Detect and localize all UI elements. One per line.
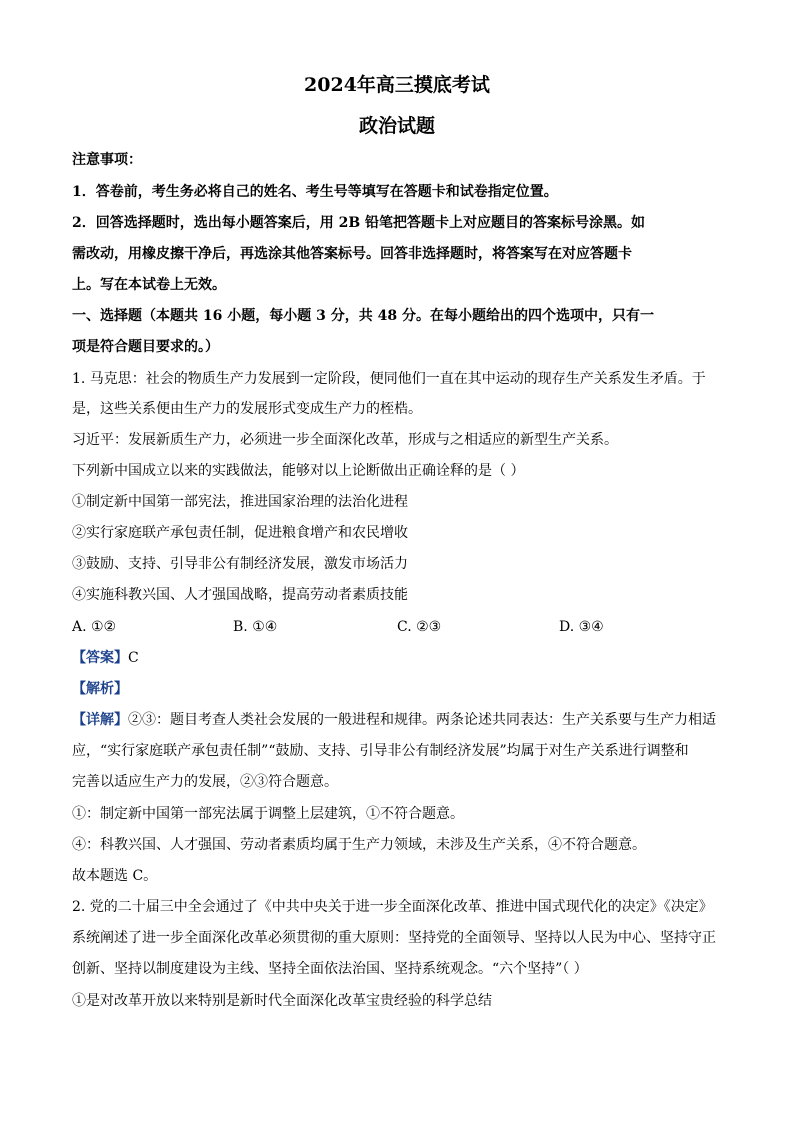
q1-option-b: B. ①④ <box>233 619 278 635</box>
notice-item-2-line-2: 需改动，用橡皮擦干净后，再选涂其他答案标号。回答非选择题时，将答案写在对应答题卡 <box>72 246 632 262</box>
exam-title: 2024年高三摸底考试 <box>304 74 490 96</box>
answer-value: C <box>128 650 139 666</box>
notice-item-1: 1．答卷前，考生务必将自己的姓名、考生号等填写在答题卡和试卷指定位置。 <box>72 184 558 200</box>
section-heading-line-1: 一、选择题（本题共 16 小题，每小题 3 分，共 48 分。在每小题给出的四个选项中，只有一 <box>72 308 654 324</box>
q1-analysis-line <box>72 679 128 699</box>
q2-stem-line-2: 系统阐述了进一步全面深化改革必须贯彻的重大原则：坚持党的全面领导、坚持以人民为中心、坚持守正 <box>72 930 716 946</box>
q2-stem-line-3: 创新、坚持以制度建设为主线、坚持全面依法治国、坚持系统观念。“六个坚持”（ ） <box>72 961 588 977</box>
q1-detail-line-3: 完善以适应生产力的发展，②③符合题意。 <box>72 774 338 790</box>
detail-tag: 【详解】 <box>72 712 128 728</box>
q1-stem-line-4: 下列新中国成立以来的实践做法，能够对以上论断做出正确诠释的是（ ） <box>72 463 525 479</box>
q2-item-1: ①是对改革开放以来特别是新时代全面深化改革宝贵经验的科学总结 <box>72 993 492 1009</box>
q1-item-1: ①制定新中国第一部宪法，推进国家治理的法治化进程 <box>72 494 408 510</box>
analysis-tag: 【解析】 <box>72 681 128 697</box>
q1-detail-line-5: ④：科教兴国、人才强国、劳动者素质均属于生产力领域，未涉及生产关系，④不符合题意。 <box>72 837 646 853</box>
q2-stem-line-1: 2. 党的二十届三中全会通过了《中共中央关于进一步全面深化改革、推进中国式现代化的决定》《决定》 <box>72 899 713 915</box>
q1-item-4: ④实施科教兴国、人才强国战略，提高劳动者素质技能 <box>72 587 408 603</box>
q1-detail-line-1 <box>72 710 716 730</box>
detail-text-1: ②③：题目考查人类社会发展的一般进程和规律。两条论述共同表达：生产关系要与生产力相适 <box>128 712 716 728</box>
q1-stem-line-3: 习近平：发展新质生产力，必须进一步全面深化改革，形成与之相适应的新型生产关系。 <box>72 432 618 448</box>
q1-option-d: D. ③④ <box>559 619 604 635</box>
answer-tag: 【答案】 <box>72 650 128 666</box>
q1-item-2: ②实行家庭联产承包责任制，促进粮食增产和农民增收 <box>72 525 408 541</box>
q1-detail-line-2: 应，“实行家庭联产承包责任制”“鼓励、支持、引导非公有制经济发展”均属于对生产关系进行调整和 <box>72 743 689 759</box>
notice-item-2-line-3: 上。写在本试卷上无效。 <box>72 277 226 293</box>
notice-item-2-line-1: 2．回答选择题时，选出每小题答案后，用 2B 铅笔把答题卡上对应题目的答案标号涂黑。如 <box>72 215 646 231</box>
subject-title: 政治试题 <box>358 115 435 137</box>
q1-conclusion: 故本题选 C。 <box>72 868 158 884</box>
q1-detail-line-4: ①：制定新中国第一部宪法属于调整上层建筑，①不符合题意。 <box>72 806 464 822</box>
q1-stem-line-1: 1. 马克思：社会的物质生产力发展到一定阶段，便同他们一直在其中运动的现存生产关系发生矛盾。于 <box>72 371 706 387</box>
q1-answer-line <box>72 648 139 668</box>
q1-option-a: A. ①② <box>72 619 117 635</box>
q1-stem-line-2: 是，这些关系便由生产力的发展形式变成生产力的桎梏。 <box>72 401 422 417</box>
section-heading-line-2: 项是符合题目要求的。） <box>72 339 219 355</box>
notice-heading: 注意事项： <box>72 152 142 168</box>
q1-option-c: C. ②③ <box>397 619 442 635</box>
q1-item-3: ③鼓励、支持、引导非公有制经济发展，激发市场活力 <box>72 556 408 572</box>
